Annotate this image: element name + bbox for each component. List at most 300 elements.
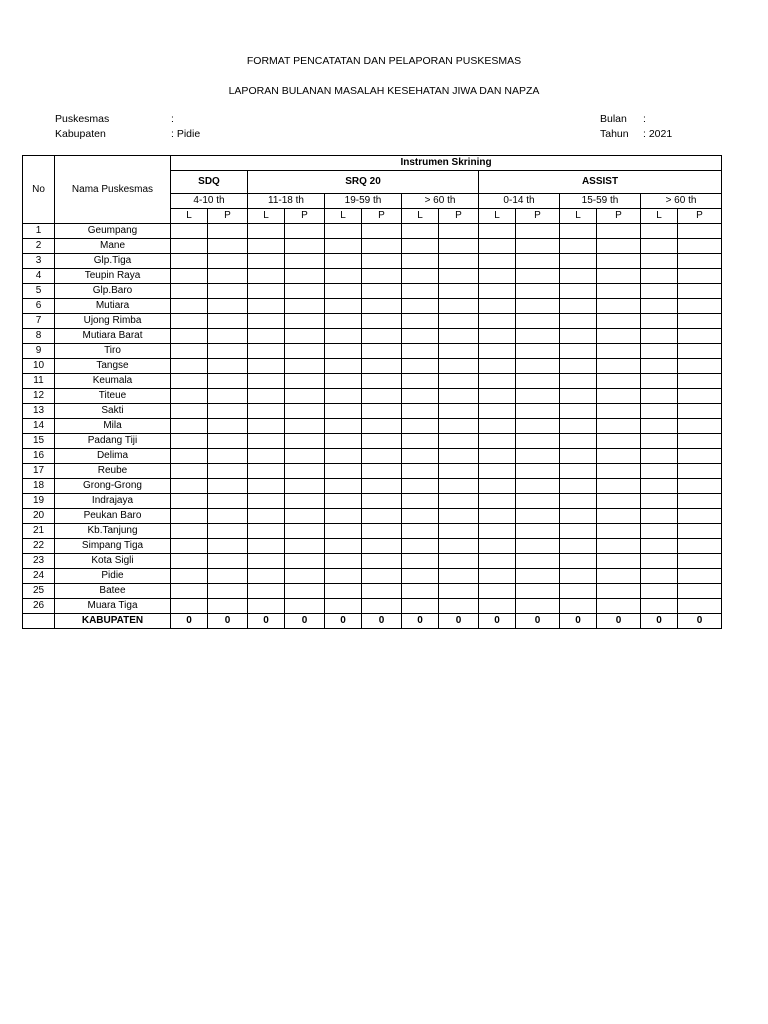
data-cell[interactable] [402,434,439,449]
data-cell[interactable] [641,584,678,599]
data-cell[interactable] [362,284,402,299]
data-cell[interactable] [516,284,560,299]
data-cell[interactable] [325,419,362,434]
data-cell[interactable] [325,554,362,569]
data-cell[interactable] [208,299,248,314]
data-cell[interactable] [248,449,285,464]
data-cell[interactable] [402,569,439,584]
data-cell[interactable] [560,239,597,254]
data-cell[interactable] [516,554,560,569]
data-cell[interactable] [678,464,722,479]
data-cell[interactable] [516,524,560,539]
data-cell[interactable] [171,494,208,509]
data-cell[interactable] [560,419,597,434]
data-cell[interactable] [479,329,516,344]
data-cell[interactable] [641,599,678,614]
data-cell[interactable] [362,344,402,359]
data-cell[interactable] [516,539,560,554]
data-cell[interactable] [479,449,516,464]
data-cell[interactable] [439,584,479,599]
data-cell[interactable] [678,239,722,254]
data-cell[interactable] [325,374,362,389]
data-cell[interactable] [516,479,560,494]
data-cell[interactable] [171,299,208,314]
data-cell[interactable] [248,254,285,269]
data-cell[interactable] [325,479,362,494]
data-cell[interactable] [402,284,439,299]
data-cell[interactable] [560,524,597,539]
data-cell[interactable] [362,509,402,524]
data-cell[interactable] [248,389,285,404]
data-cell[interactable] [248,479,285,494]
data-cell[interactable] [641,434,678,449]
data-cell[interactable] [285,434,325,449]
data-cell[interactable] [402,329,439,344]
data-cell[interactable] [597,569,641,584]
data-cell[interactable] [171,314,208,329]
data-cell[interactable] [325,224,362,239]
data-cell[interactable] [362,239,402,254]
data-cell[interactable] [479,434,516,449]
data-cell[interactable] [479,359,516,374]
data-cell[interactable] [516,224,560,239]
data-cell[interactable] [597,389,641,404]
data-cell[interactable] [678,539,722,554]
data-cell[interactable] [208,359,248,374]
data-cell[interactable] [678,449,722,464]
data-cell[interactable] [678,224,722,239]
data-cell[interactable] [439,359,479,374]
data-cell[interactable] [597,599,641,614]
data-cell[interactable] [479,389,516,404]
data-cell[interactable] [248,314,285,329]
data-cell[interactable] [439,479,479,494]
data-cell[interactable] [479,599,516,614]
data-cell[interactable] [439,554,479,569]
data-cell[interactable] [678,479,722,494]
data-cell[interactable] [516,434,560,449]
data-cell[interactable] [208,224,248,239]
data-cell[interactable] [516,494,560,509]
data-cell[interactable] [325,599,362,614]
data-cell[interactable] [208,269,248,284]
data-cell[interactable] [678,509,722,524]
data-cell[interactable] [325,569,362,584]
data-cell[interactable] [479,569,516,584]
data-cell[interactable] [248,554,285,569]
data-cell[interactable] [362,584,402,599]
data-cell[interactable] [516,239,560,254]
data-cell[interactable] [678,314,722,329]
data-cell[interactable] [641,404,678,419]
data-cell[interactable] [560,509,597,524]
data-cell[interactable] [597,314,641,329]
data-cell[interactable] [325,539,362,554]
data-cell[interactable] [516,344,560,359]
data-cell[interactable] [560,359,597,374]
data-cell[interactable] [402,554,439,569]
data-cell[interactable] [678,329,722,344]
data-cell[interactable] [439,314,479,329]
data-cell[interactable] [516,359,560,374]
data-cell[interactable] [285,494,325,509]
data-cell[interactable] [325,494,362,509]
data-cell[interactable] [208,254,248,269]
data-cell[interactable] [208,404,248,419]
data-cell[interactable] [516,599,560,614]
data-cell[interactable] [597,344,641,359]
data-cell[interactable] [362,464,402,479]
data-cell[interactable] [560,374,597,389]
data-cell[interactable] [248,239,285,254]
data-cell[interactable] [560,284,597,299]
data-cell[interactable] [171,569,208,584]
data-cell[interactable] [248,224,285,239]
data-cell[interactable] [641,224,678,239]
data-cell[interactable] [516,404,560,419]
data-cell[interactable] [560,584,597,599]
data-cell[interactable] [402,479,439,494]
data-cell[interactable] [597,524,641,539]
data-cell[interactable] [641,314,678,329]
data-cell[interactable] [402,449,439,464]
data-cell[interactable] [678,434,722,449]
data-cell[interactable] [560,539,597,554]
data-cell[interactable] [402,254,439,269]
data-cell[interactable] [402,224,439,239]
data-cell[interactable] [362,269,402,284]
data-cell[interactable] [560,344,597,359]
data-cell[interactable] [171,554,208,569]
data-cell[interactable] [560,254,597,269]
data-cell[interactable] [678,284,722,299]
data-cell[interactable] [439,284,479,299]
data-cell[interactable] [479,494,516,509]
data-cell[interactable] [439,329,479,344]
data-cell[interactable] [362,494,402,509]
data-cell[interactable] [285,404,325,419]
data-cell[interactable] [171,464,208,479]
data-cell[interactable] [362,479,402,494]
data-cell[interactable] [248,344,285,359]
data-cell[interactable] [208,584,248,599]
data-cell[interactable] [678,254,722,269]
data-cell[interactable] [208,569,248,584]
data-cell[interactable] [208,239,248,254]
data-cell[interactable] [362,299,402,314]
data-cell[interactable] [285,224,325,239]
data-cell[interactable] [285,389,325,404]
data-cell[interactable] [597,509,641,524]
data-cell[interactable] [171,254,208,269]
data-cell[interactable] [516,254,560,269]
data-cell[interactable] [597,449,641,464]
data-cell[interactable] [560,314,597,329]
data-cell[interactable] [479,239,516,254]
data-cell[interactable] [597,539,641,554]
data-cell[interactable] [248,404,285,419]
data-cell[interactable] [402,314,439,329]
data-cell[interactable] [402,389,439,404]
data-cell[interactable] [641,509,678,524]
data-cell[interactable] [402,509,439,524]
data-cell[interactable] [560,479,597,494]
data-cell[interactable] [171,389,208,404]
data-cell[interactable] [641,329,678,344]
data-cell[interactable] [285,344,325,359]
data-cell[interactable] [285,464,325,479]
data-cell[interactable] [285,539,325,554]
data-cell[interactable] [208,599,248,614]
data-cell[interactable] [479,464,516,479]
data-cell[interactable] [439,299,479,314]
data-cell[interactable] [479,344,516,359]
data-cell[interactable] [248,464,285,479]
data-cell[interactable] [171,599,208,614]
data-cell[interactable] [479,269,516,284]
data-cell[interactable] [641,554,678,569]
data-cell[interactable] [402,584,439,599]
data-cell[interactable] [597,269,641,284]
data-cell[interactable] [597,224,641,239]
data-cell[interactable] [402,494,439,509]
data-cell[interactable] [516,449,560,464]
data-cell[interactable] [248,329,285,344]
data-cell[interactable] [402,599,439,614]
data-cell[interactable] [641,524,678,539]
data-cell[interactable] [362,374,402,389]
data-cell[interactable] [402,419,439,434]
data-cell[interactable] [439,464,479,479]
data-cell[interactable] [439,404,479,419]
data-cell[interactable] [248,269,285,284]
data-cell[interactable] [479,284,516,299]
data-cell[interactable] [641,569,678,584]
data-cell[interactable] [439,524,479,539]
data-cell[interactable] [285,509,325,524]
data-cell[interactable] [597,284,641,299]
data-cell[interactable] [641,344,678,359]
data-cell[interactable] [516,419,560,434]
data-cell[interactable] [479,224,516,239]
data-cell[interactable] [678,299,722,314]
data-cell[interactable] [641,269,678,284]
data-cell[interactable] [439,374,479,389]
data-cell[interactable] [597,299,641,314]
data-cell[interactable] [285,584,325,599]
data-cell[interactable] [597,329,641,344]
data-cell[interactable] [678,599,722,614]
data-cell[interactable] [285,299,325,314]
data-cell[interactable] [560,329,597,344]
data-cell[interactable] [248,419,285,434]
data-cell[interactable] [208,494,248,509]
data-cell[interactable] [402,344,439,359]
data-cell[interactable] [641,254,678,269]
data-cell[interactable] [325,434,362,449]
data-cell[interactable] [641,284,678,299]
data-cell[interactable] [362,599,402,614]
data-cell[interactable] [325,344,362,359]
data-cell[interactable] [325,284,362,299]
data-cell[interactable] [325,269,362,284]
data-cell[interactable] [208,434,248,449]
data-cell[interactable] [325,509,362,524]
data-cell[interactable] [325,314,362,329]
data-cell[interactable] [285,239,325,254]
data-cell[interactable] [362,254,402,269]
data-cell[interactable] [285,449,325,464]
data-cell[interactable] [362,524,402,539]
data-cell[interactable] [248,524,285,539]
data-cell[interactable] [402,539,439,554]
data-cell[interactable] [641,239,678,254]
data-cell[interactable] [248,599,285,614]
data-cell[interactable] [208,374,248,389]
data-cell[interactable] [362,539,402,554]
data-cell[interactable] [285,284,325,299]
data-cell[interactable] [402,524,439,539]
data-cell[interactable] [439,449,479,464]
data-cell[interactable] [560,599,597,614]
data-cell[interactable] [439,389,479,404]
data-cell[interactable] [362,404,402,419]
data-cell[interactable] [439,344,479,359]
data-cell[interactable] [641,299,678,314]
data-cell[interactable] [171,584,208,599]
data-cell[interactable] [208,509,248,524]
data-cell[interactable] [285,254,325,269]
data-cell[interactable] [597,434,641,449]
data-cell[interactable] [325,404,362,419]
data-cell[interactable] [362,389,402,404]
data-cell[interactable] [362,569,402,584]
data-cell[interactable] [402,374,439,389]
data-cell[interactable] [171,524,208,539]
data-cell[interactable] [439,539,479,554]
data-cell[interactable] [678,524,722,539]
data-cell[interactable] [208,479,248,494]
data-cell[interactable] [402,239,439,254]
data-cell[interactable] [641,389,678,404]
data-cell[interactable] [560,269,597,284]
data-cell[interactable] [516,374,560,389]
data-cell[interactable] [597,554,641,569]
data-cell[interactable] [641,449,678,464]
data-cell[interactable] [479,539,516,554]
data-cell[interactable] [678,494,722,509]
data-cell[interactable] [248,434,285,449]
data-cell[interactable] [439,509,479,524]
data-cell[interactable] [248,584,285,599]
data-cell[interactable] [479,419,516,434]
data-cell[interactable] [285,419,325,434]
data-cell[interactable] [362,314,402,329]
data-cell[interactable] [248,359,285,374]
data-cell[interactable] [285,554,325,569]
data-cell[interactable] [516,329,560,344]
data-cell[interactable] [171,224,208,239]
data-cell[interactable] [439,269,479,284]
data-cell[interactable] [362,329,402,344]
data-cell[interactable] [248,284,285,299]
data-cell[interactable] [402,464,439,479]
data-cell[interactable] [597,584,641,599]
data-cell[interactable] [285,524,325,539]
data-cell[interactable] [597,359,641,374]
data-cell[interactable] [439,419,479,434]
data-cell[interactable] [479,299,516,314]
data-cell[interactable] [641,494,678,509]
data-cell[interactable] [171,509,208,524]
data-cell[interactable] [362,224,402,239]
data-cell[interactable] [325,464,362,479]
data-cell[interactable] [208,314,248,329]
data-cell[interactable] [641,464,678,479]
data-cell[interactable] [439,254,479,269]
data-cell[interactable] [325,329,362,344]
data-cell[interactable] [597,239,641,254]
data-cell[interactable] [402,359,439,374]
data-cell[interactable] [171,404,208,419]
data-cell[interactable] [641,479,678,494]
data-cell[interactable] [171,284,208,299]
data-cell[interactable] [171,239,208,254]
data-cell[interactable] [208,329,248,344]
data-cell[interactable] [479,374,516,389]
data-cell[interactable] [597,494,641,509]
data-cell[interactable] [285,269,325,284]
data-cell[interactable] [597,464,641,479]
data-cell[interactable] [285,599,325,614]
data-cell[interactable] [516,269,560,284]
data-cell[interactable] [325,389,362,404]
data-cell[interactable] [678,554,722,569]
data-cell[interactable] [439,494,479,509]
data-cell[interactable] [208,464,248,479]
data-cell[interactable] [402,404,439,419]
data-cell[interactable] [560,224,597,239]
data-cell[interactable] [171,329,208,344]
data-cell[interactable] [479,584,516,599]
data-cell[interactable] [171,434,208,449]
data-cell[interactable] [171,419,208,434]
data-cell[interactable] [285,314,325,329]
data-cell[interactable] [597,254,641,269]
data-cell[interactable] [516,584,560,599]
data-cell[interactable] [285,569,325,584]
data-cell[interactable] [597,479,641,494]
data-cell[interactable] [560,554,597,569]
data-cell[interactable] [362,554,402,569]
data-cell[interactable] [678,344,722,359]
data-cell[interactable] [678,584,722,599]
data-cell[interactable] [325,239,362,254]
data-cell[interactable] [560,494,597,509]
data-cell[interactable] [678,374,722,389]
data-cell[interactable] [641,539,678,554]
data-cell[interactable] [439,599,479,614]
data-cell[interactable] [597,374,641,389]
data-cell[interactable] [285,359,325,374]
data-cell[interactable] [171,449,208,464]
data-cell[interactable] [208,449,248,464]
data-cell[interactable] [362,359,402,374]
data-cell[interactable] [325,359,362,374]
data-cell[interactable] [402,299,439,314]
data-cell[interactable] [208,539,248,554]
data-cell[interactable] [560,464,597,479]
